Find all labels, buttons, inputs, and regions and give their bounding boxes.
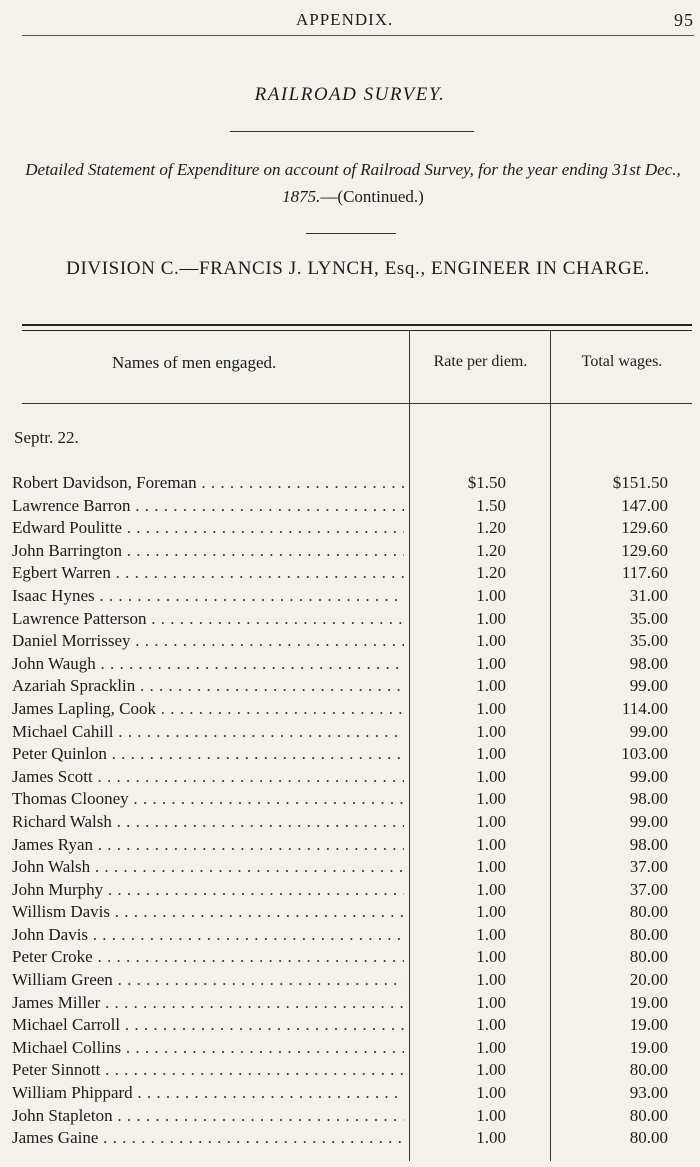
worker-name: Robert Davidson, Foreman . . . [12, 472, 404, 494]
table-row [0, 1105, 700, 1128]
worker-name: Michael Collins . . . [12, 1037, 404, 1059]
worker-name: Michael Carroll . . . [12, 1014, 404, 1036]
table-row [0, 1082, 700, 1105]
worker-name: Egbert Warren . . . [12, 562, 404, 584]
column-header-total: Total wages. [581, 353, 663, 370]
table-row [0, 653, 700, 676]
total-wages: 19.00 [629, 1015, 668, 1035]
column-header-names: Names of men engaged. [112, 353, 277, 372]
worker-name: John Waugh . . . [12, 653, 404, 675]
rate-per-diem: 1.00 [476, 676, 506, 696]
table-row [0, 472, 700, 495]
rate-per-diem: 1.00 [476, 1060, 506, 1080]
worker-name: John Stapleton . . . [12, 1105, 404, 1127]
table-row [0, 788, 700, 811]
worker-name: Thomas Clooney . . . [12, 788, 404, 810]
worker-name: William Green . . . [12, 969, 404, 991]
table-row [0, 924, 700, 947]
rate-per-diem: 1.00 [476, 970, 506, 990]
page-number: 95 [674, 10, 694, 30]
worker-name: James Gaine . . . [12, 1127, 404, 1149]
table-row [0, 992, 700, 1015]
total-wages: 93.00 [629, 1083, 668, 1103]
running-head [0, 8, 700, 34]
rate-per-diem: 1.00 [476, 834, 506, 854]
total-wages: 80.00 [629, 1060, 668, 1080]
worker-name: Lawrence Patterson . . . [12, 608, 404, 630]
rate-per-diem: 1.20 [476, 540, 506, 560]
statement-caption [14, 156, 692, 210]
table-row [0, 969, 700, 992]
rate-per-diem: 1.00 [476, 811, 506, 831]
table-row [0, 834, 700, 857]
worker-name: Azariah Spracklin . . . [12, 675, 404, 697]
divider-rule-short [306, 233, 396, 234]
total-wages: 147.00 [621, 495, 668, 515]
table-row [0, 946, 700, 969]
table-row [0, 1059, 700, 1082]
worker-name: John Murphy . . . [12, 879, 404, 901]
table-row [0, 517, 700, 540]
total-wages: 20.00 [629, 970, 668, 990]
total-wages: 98.00 [629, 789, 668, 809]
total-wages: 19.00 [629, 992, 668, 1012]
table-row [0, 901, 700, 924]
rate-per-diem: 1.00 [476, 789, 506, 809]
worker-name: William Phippard . . . [12, 1082, 404, 1104]
rate-per-diem: 1.00 [476, 608, 506, 628]
worker-name: Willism Davis . . . [12, 901, 404, 923]
table-row [0, 1037, 700, 1060]
table-row [0, 766, 700, 789]
table-row [0, 1127, 700, 1150]
total-wages: 98.00 [629, 653, 668, 673]
table-row [0, 608, 700, 631]
rate-per-diem: $1.50 [467, 473, 506, 492]
total-wages: 31.00 [629, 585, 668, 605]
rate-per-diem: 1.20 [476, 518, 506, 538]
total-wages: 35.00 [629, 631, 668, 651]
rate-per-diem: 1.00 [476, 1037, 506, 1057]
worker-name: James Scott . . . [12, 766, 404, 788]
rate-per-diem: 1.00 [476, 1105, 506, 1125]
worker-name: Peter Quinlon . . . [12, 743, 404, 765]
section-title: RAILROAD SURVEY. [254, 84, 446, 105]
header-bottom-rule [22, 403, 692, 404]
total-wages: 37.00 [629, 879, 668, 899]
table-row [0, 698, 700, 721]
running-title: APPENDIX. [296, 10, 394, 29]
division-heading: DIVISION C.—FRANCIS J. LYNCH, Esq., ENGINEER IN CHARGE. [66, 258, 650, 279]
rate-per-diem: 1.00 [476, 1083, 506, 1103]
rate-per-diem: 1.00 [476, 631, 506, 651]
total-wages: 19.00 [629, 1037, 668, 1057]
total-wages: $151.50 [612, 473, 668, 492]
table-top-rule-thin [22, 330, 692, 331]
total-wages: 99.00 [629, 811, 668, 831]
statement-continued: —(Continued.) [320, 187, 424, 206]
table-row [0, 1014, 700, 1037]
total-wages: 117.60 [621, 563, 668, 583]
rate-per-diem: 1.20 [476, 563, 506, 583]
total-wages: 80.00 [629, 1105, 668, 1125]
rate-per-diem: 1.00 [476, 698, 506, 718]
total-wages: 129.60 [621, 540, 668, 560]
worker-name: James Lapling, Cook . . . [12, 698, 404, 720]
worker-name: John Barrington . . . [12, 540, 404, 562]
table-row [0, 495, 700, 518]
total-wages: 99.00 [629, 721, 668, 741]
total-wages: 80.00 [629, 947, 668, 967]
header-rule [22, 35, 694, 36]
total-wages: 129.60 [621, 518, 668, 538]
rate-per-diem: 1.00 [476, 947, 506, 967]
total-wages: 35.00 [629, 608, 668, 628]
table-row [0, 856, 700, 879]
table-row [0, 721, 700, 744]
worker-name: Peter Croke . . . [12, 946, 404, 968]
total-wages: 99.00 [629, 676, 668, 696]
total-wages: 80.00 [629, 924, 668, 944]
table-row [0, 743, 700, 766]
rate-per-diem: 1.00 [476, 744, 506, 764]
rate-per-diem: 1.00 [476, 721, 506, 741]
worker-name: John Davis . . . [12, 924, 404, 946]
wages-table-body [0, 472, 700, 1150]
rate-per-diem: 1.00 [476, 1015, 506, 1035]
rate-per-diem: 1.00 [476, 857, 506, 877]
total-wages: 80.00 [629, 1128, 668, 1148]
total-wages: 98.00 [629, 834, 668, 854]
worker-name: Richard Walsh . . . [12, 811, 404, 833]
table-row [0, 540, 700, 563]
worker-name: Lawrence Barron . . . [12, 495, 404, 517]
worker-name: Isaac Hynes . . . [12, 585, 404, 607]
worker-name: Daniel Morrissey . . . [12, 630, 404, 652]
table-row [0, 811, 700, 834]
worker-name: Michael Cahill . . . [12, 721, 404, 743]
statement-italic: Detailed Statement of Expenditure on account of Railroad Survey, for the year ending 31st Dec., 1875. [25, 160, 681, 206]
worker-name: Peter Sinnott . . . [12, 1059, 404, 1081]
table-top-rule [22, 324, 692, 326]
table-row [0, 562, 700, 585]
rate-per-diem: 1.00 [476, 992, 506, 1012]
rate-per-diem: 1.00 [476, 1128, 506, 1148]
divider-rule [230, 131, 474, 132]
table-row [0, 630, 700, 653]
rate-per-diem: 1.00 [476, 924, 506, 944]
rate-per-diem: 1.00 [476, 766, 506, 786]
worker-name: James Ryan . . . [12, 834, 404, 856]
total-wages: 99.00 [629, 766, 668, 786]
column-header-rate: Rate per diem. [433, 353, 528, 370]
rate-per-diem: 1.50 [476, 495, 506, 515]
rate-per-diem: 1.00 [476, 653, 506, 673]
rate-per-diem: 1.00 [476, 902, 506, 922]
worker-name: Edward Poulitte . . . [12, 517, 404, 539]
table-row [0, 675, 700, 698]
worker-name: James Miller . . . [12, 992, 404, 1014]
worker-name: John Walsh . . . [12, 856, 404, 878]
rate-per-diem: 1.00 [476, 585, 506, 605]
rate-per-diem: 1.00 [476, 879, 506, 899]
table-row [0, 585, 700, 608]
total-wages: 80.00 [629, 902, 668, 922]
date-label: Septr. 22. [14, 428, 79, 447]
total-wages: 103.00 [621, 744, 668, 764]
table-row [0, 879, 700, 902]
total-wages: 37.00 [629, 857, 668, 877]
total-wages: 114.00 [621, 698, 668, 718]
